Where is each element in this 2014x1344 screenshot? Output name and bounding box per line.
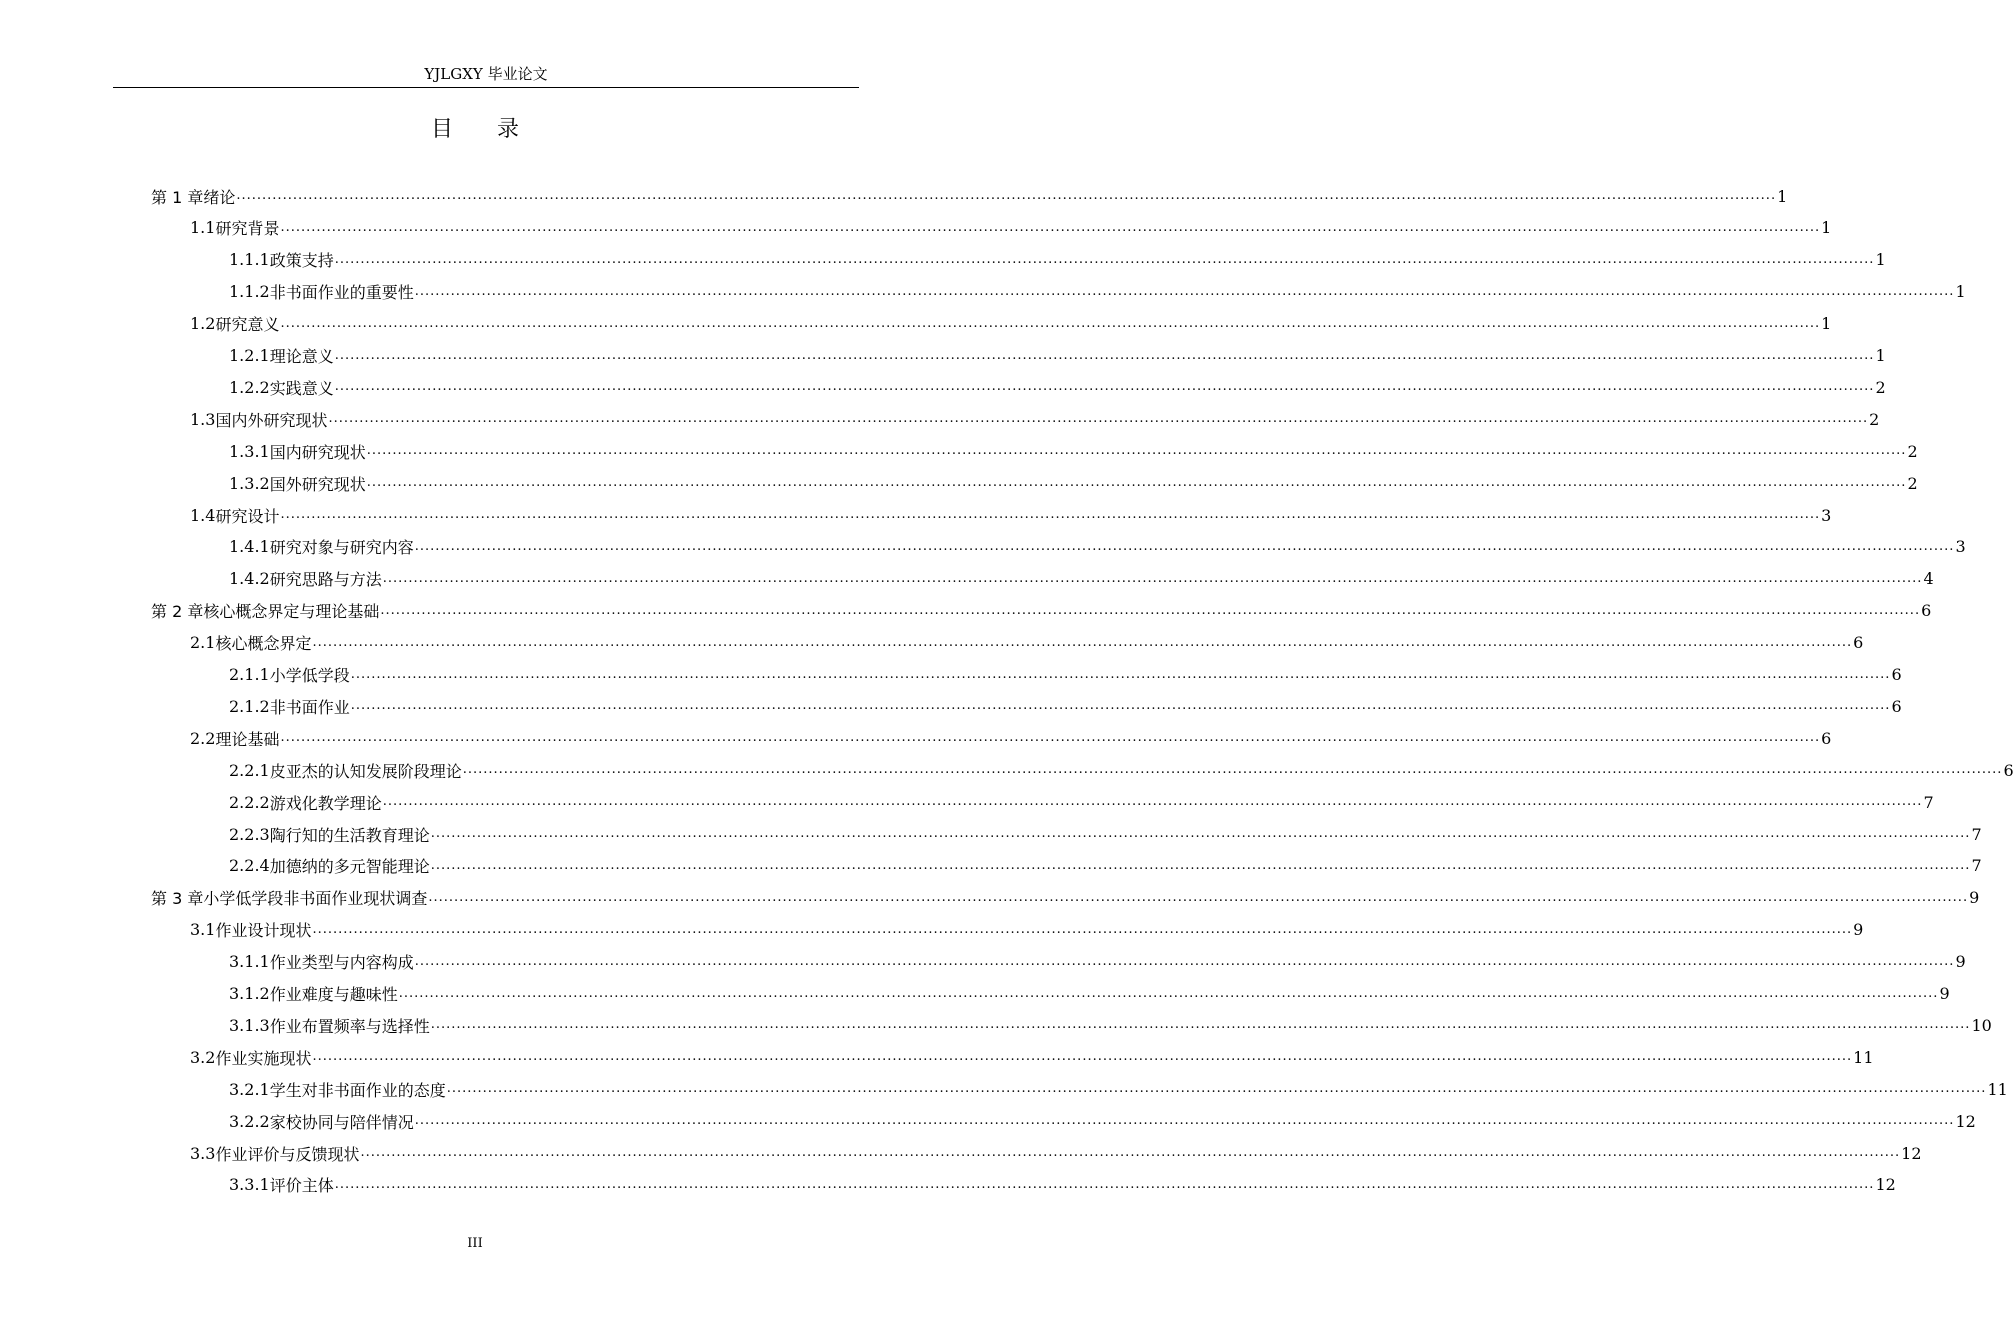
toc-entry-page: 3 bbox=[1821, 505, 1832, 525]
toc-entry-title: 核心概念界定 bbox=[215, 634, 312, 654]
toc-entry[interactable] bbox=[229, 1169, 1896, 1201]
toc-entry-page: 3 bbox=[1955, 537, 1966, 557]
toc-entry-page: 1 bbox=[1955, 282, 1966, 302]
toc-entry[interactable] bbox=[229, 563, 1934, 595]
toc-entry-number: 1.2.2 bbox=[229, 377, 270, 397]
toc-entry-number: 2.2.4 bbox=[229, 856, 270, 876]
toc-dot-leader: ............................................................................................................................................................................................................................................................................................................ bbox=[280, 219, 1821, 235]
toc-entry-title: 作业类型与内容构成 bbox=[269, 953, 414, 973]
toc-entry-number: 1.3 bbox=[190, 409, 216, 429]
toc-entry-title: 加德纳的多元智能理论 bbox=[269, 857, 430, 877]
toc-dot-leader: ............................................................................................................................................................................................................................................................................................................ bbox=[280, 730, 1821, 746]
toc-entry[interactable] bbox=[229, 754, 2014, 786]
toc-entry[interactable] bbox=[229, 690, 1902, 722]
toc-entry[interactable] bbox=[190, 212, 1832, 244]
toc-entry-title: 绪论 bbox=[203, 187, 236, 207]
toc-entry-page: 2 bbox=[1869, 409, 1880, 429]
toc-entry-title: 政策支持 bbox=[269, 251, 334, 271]
toc-entry-number: 3.2.2 bbox=[229, 1111, 270, 1131]
toc-entry-page: 9 bbox=[1969, 888, 1980, 908]
toc-dot-leader: ............................................................................................................................................................................................................................................................................................................ bbox=[312, 1049, 1853, 1065]
toc-entry-title: 小学低学段 bbox=[269, 666, 350, 685]
toc-entry-page: 2 bbox=[1907, 441, 1918, 461]
toc-entry[interactable] bbox=[190, 308, 1832, 340]
toc-entry[interactable] bbox=[229, 946, 1966, 978]
toc-entry-title: 非书面作业 bbox=[269, 697, 350, 717]
toc-dot-leader: ............................................................................................................................................................................................................................................................................................................ bbox=[334, 379, 1875, 395]
toc-dot-leader: ............................................................................................................................................................................................................................................................................................................ bbox=[398, 985, 1939, 1001]
toc-entry[interactable] bbox=[229, 850, 1982, 882]
toc-entry[interactable] bbox=[229, 531, 1966, 563]
toc-dot-leader: ............................................................................................................................................................................................................................................................................................................ bbox=[350, 698, 1891, 714]
toc-entry-title: 实践意义 bbox=[269, 378, 334, 398]
toc-entry-title: 作业实施现状 bbox=[215, 1048, 312, 1068]
toc-dot-leader: ............................................................................................................................................................................................................................................................................................................ bbox=[334, 251, 1875, 267]
toc-entry-title: 皮亚杰的认知发展阶段理论 bbox=[269, 761, 462, 781]
toc-dot-leader: ............................................................................................................................................................................................................................................................................................................ bbox=[280, 315, 1821, 331]
toc-entry-title: 家校协同与陪伴情况 bbox=[269, 1112, 414, 1132]
toc-entry[interactable] bbox=[190, 1041, 1874, 1073]
toc-entry-title: 核心概念界定与理论基础 bbox=[203, 602, 380, 622]
toc-entry-title: 非书面作业的重要性 bbox=[269, 283, 414, 303]
toc-entry[interactable] bbox=[190, 403, 1880, 435]
toc-entry-title: 学生对非书面作业的态度 bbox=[269, 1080, 446, 1100]
toc-entry-number: 3.1.2 bbox=[229, 984, 270, 1003]
toc-entry[interactable] bbox=[229, 276, 1966, 308]
toc-entry[interactable] bbox=[229, 371, 1886, 403]
toc-entry-number: 2.2.1 bbox=[229, 760, 270, 780]
toc-entry-number: 1.1 bbox=[190, 218, 216, 238]
toc-entry-number: 2.2.2 bbox=[229, 792, 270, 812]
toc-dot-leader: ............................................................................................................................................................................................................................................................................................................ bbox=[428, 889, 1969, 905]
header-divider bbox=[113, 87, 859, 88]
toc-dot-leader: ............................................................................................................................................................................................................................................................................................................ bbox=[280, 507, 1821, 522]
toc-entry-page: 12 bbox=[1901, 1143, 1922, 1163]
toc-entry-title: 作业设计现状 bbox=[215, 921, 312, 941]
toc-dot-leader: ............................................................................................................................................................................................................................................................................................................ bbox=[446, 1081, 1987, 1097]
toc-entry[interactable] bbox=[151, 180, 1788, 212]
toc-dot-leader: ............................................................................................................................................................................................................................................................................................................ bbox=[430, 826, 1971, 841]
toc-entry-page: 1 bbox=[1875, 250, 1886, 270]
toc-entry-title: 研究背景 bbox=[215, 219, 280, 239]
toc-dot-leader: ............................................................................................................................................................................................................................................................................................................ bbox=[350, 666, 1891, 682]
toc-entry-number: 3.1 bbox=[190, 920, 216, 940]
page-title: 目 录 bbox=[430, 117, 519, 142]
toc-entry[interactable] bbox=[190, 627, 1864, 659]
toc-entry[interactable] bbox=[229, 244, 1886, 276]
toc-dot-leader: ............................................................................................................................................................................................................................................................................................................ bbox=[366, 443, 1907, 459]
toc-dot-leader: ............................................................................................................................................................................................................................................................................................................ bbox=[334, 1176, 1875, 1192]
toc-entry-number: 第 2 章 bbox=[151, 602, 204, 622]
toc-entry[interactable] bbox=[229, 1009, 1992, 1041]
toc-entry-page: 6 bbox=[1821, 728, 1832, 748]
toc-entry-page: 11 bbox=[1853, 1047, 1874, 1067]
toc-dot-leader: ............................................................................................................................................................................................................................................................................................................ bbox=[462, 762, 2003, 778]
toc-entry-title: 国内研究现状 bbox=[269, 442, 366, 462]
toc-entry[interactable] bbox=[229, 435, 1918, 467]
toc-dot-leader: ............................................................................................................................................................................................................................................................................................................ bbox=[414, 1113, 1955, 1129]
toc-entry-number: 1.2 bbox=[190, 314, 216, 334]
toc-entry-page: 12 bbox=[1955, 1111, 1976, 1131]
toc-entry-number: 2.1.2 bbox=[229, 696, 270, 716]
toc-entry-number: 1.4 bbox=[190, 505, 216, 525]
toc-entry-title: 作业难度与趣味性 bbox=[269, 985, 398, 1004]
toc-entry-number: 3.1.1 bbox=[229, 952, 270, 972]
toc-entry[interactable] bbox=[229, 659, 1902, 691]
toc-dot-leader: ............................................................................................................................................................................................................................................................................................................ bbox=[382, 794, 1923, 810]
toc-entry[interactable] bbox=[151, 595, 1932, 627]
toc-entry-page: 7 bbox=[1971, 824, 1982, 844]
toc-entry[interactable] bbox=[190, 722, 1832, 754]
toc-entry-title: 理论意义 bbox=[269, 347, 334, 366]
toc-entry[interactable] bbox=[229, 978, 1950, 1010]
toc-entry-title: 游戏化教学理论 bbox=[269, 793, 382, 813]
toc-entry[interactable] bbox=[190, 1137, 1922, 1169]
toc-entry[interactable] bbox=[190, 499, 1832, 531]
toc-entry-page: 2 bbox=[1907, 473, 1918, 493]
toc-entry-title: 国内外研究现状 bbox=[215, 410, 328, 430]
toc-entry-number: 1.2.1 bbox=[229, 346, 270, 365]
toc-entry-number: 第 3 章 bbox=[151, 889, 204, 909]
toc-entry-page: 11 bbox=[1987, 1079, 2008, 1099]
toc-entry[interactable] bbox=[229, 340, 1886, 372]
toc-entry-page: 1 bbox=[1875, 346, 1886, 365]
toc-entry[interactable] bbox=[229, 1073, 2008, 1105]
toc-entry-number: 3.1.3 bbox=[229, 1015, 270, 1035]
toc-entry-title: 小学低学段非书面作业现状调查 bbox=[203, 889, 428, 909]
toc-dot-leader: ............................................................................................................................................................................................................................................................................................................ bbox=[382, 570, 1923, 586]
toc-dot-leader: ............................................................................................................................................................................................................................................................................................................ bbox=[414, 953, 1955, 969]
toc-entry-page: 9 bbox=[1853, 920, 1864, 940]
toc-dot-leader: ............................................................................................................................................................................................................................................................................................................ bbox=[414, 283, 1955, 299]
toc-dot-leader: ............................................................................................................................................................................................................................................................................................................ bbox=[414, 538, 1955, 554]
toc-entry[interactable] bbox=[229, 786, 1934, 818]
toc-entry-title: 研究设计 bbox=[215, 506, 280, 526]
toc-entry[interactable] bbox=[190, 914, 1864, 946]
toc-dot-leader: ............................................................................................................................................................................................................................................................................................................ bbox=[430, 857, 1971, 873]
toc-entry[interactable] bbox=[229, 1105, 1976, 1137]
toc-entry-page: 6 bbox=[2003, 760, 2014, 780]
toc-dot-leader: ............................................................................................................................................................................................................................................................................................................ bbox=[312, 634, 1853, 650]
toc-entry-number: 3.3.1 bbox=[229, 1175, 270, 1195]
toc-entry-number: 1.1.1 bbox=[229, 250, 270, 270]
toc-dot-leader: ............................................................................................................................................................................................................................................................................................................ bbox=[380, 602, 1921, 618]
toc-entry[interactable] bbox=[229, 818, 1982, 850]
toc-entry-number: 2.1.1 bbox=[229, 665, 270, 684]
toc-dot-leader: ............................................................................................................................................................................................................................................................................................................ bbox=[236, 188, 1777, 203]
toc-entry-page: 6 bbox=[1921, 601, 1932, 621]
toc-entry-page: 10 bbox=[1971, 1015, 1992, 1035]
toc-dot-leader: ............................................................................................................................................................................................................................................................................................................ bbox=[328, 411, 1869, 427]
toc-entry-number: 3.2.1 bbox=[229, 1079, 270, 1099]
toc-entry-title: 国外研究现状 bbox=[269, 474, 366, 494]
toc-entry-number: 第 1 章 bbox=[151, 187, 204, 207]
toc-entry-page: 7 bbox=[1923, 792, 1934, 812]
toc-entry-number: 1.3.2 bbox=[229, 473, 270, 493]
toc-entry-page: 2 bbox=[1875, 377, 1886, 397]
toc-entry-page: 6 bbox=[1853, 633, 1864, 653]
toc-entry-title: 研究意义 bbox=[215, 315, 280, 335]
running-header: YJLGXY 毕业论文 bbox=[424, 65, 548, 83]
toc-entry-number: 1.4.1 bbox=[229, 537, 270, 557]
toc-entry[interactable] bbox=[151, 882, 1980, 914]
toc-entry-page: 6 bbox=[1891, 696, 1902, 716]
toc-entry-number: 2.2 bbox=[190, 728, 216, 748]
toc-entry-number: 3.3 bbox=[190, 1143, 216, 1163]
toc-entry-title: 作业布置频率与选择性 bbox=[269, 1016, 430, 1036]
toc-entry-page: 6 bbox=[1891, 665, 1902, 684]
toc-dot-leader: ............................................................................................................................................................................................................................................................................................................ bbox=[430, 1017, 1971, 1033]
toc-entry[interactable] bbox=[229, 467, 1918, 499]
toc-dot-leader: ............................................................................................................................................................................................................................................................................................................ bbox=[334, 347, 1875, 363]
toc-entry-title: 作业评价与反馈现状 bbox=[215, 1144, 360, 1164]
toc-entry-page: 4 bbox=[1923, 569, 1934, 589]
toc-entry-page: 9 bbox=[1939, 984, 1950, 1003]
toc-entry-page: 9 bbox=[1955, 952, 1966, 972]
toc-entry-title: 评价主体 bbox=[269, 1176, 334, 1196]
toc-entry-number: 3.2 bbox=[190, 1047, 216, 1067]
toc-entry-number: 1.4.2 bbox=[229, 569, 270, 589]
toc-entry-number: 1.1.2 bbox=[229, 282, 270, 302]
toc-entry-number: 1.3.1 bbox=[229, 441, 270, 461]
toc-entry-page: 12 bbox=[1875, 1175, 1896, 1195]
toc-dot-leader: ............................................................................................................................................................................................................................................................................................................ bbox=[360, 1145, 1901, 1160]
toc-entry-title: 陶行知的生活教育理论 bbox=[269, 825, 430, 845]
toc-entry-title: 研究对象与研究内容 bbox=[269, 538, 414, 558]
toc-entry-page: 7 bbox=[1971, 856, 1982, 876]
toc-dot-leader: ............................................................................................................................................................................................................................................................................................................ bbox=[366, 475, 1907, 491]
toc-entry-page: 1 bbox=[1821, 218, 1832, 238]
toc-entry-number: 2.2.3 bbox=[229, 824, 270, 844]
toc-entry-page: 1 bbox=[1821, 314, 1832, 334]
page-number: III bbox=[467, 1236, 483, 1251]
toc-entry-number: 2.1 bbox=[190, 633, 216, 653]
toc-dot-leader: ............................................................................................................................................................................................................................................................................................................ bbox=[312, 921, 1853, 937]
toc-entry-title: 研究思路与方法 bbox=[269, 570, 382, 590]
toc-entry-page: 1 bbox=[1777, 186, 1788, 206]
toc-entry-title: 理论基础 bbox=[215, 729, 280, 749]
